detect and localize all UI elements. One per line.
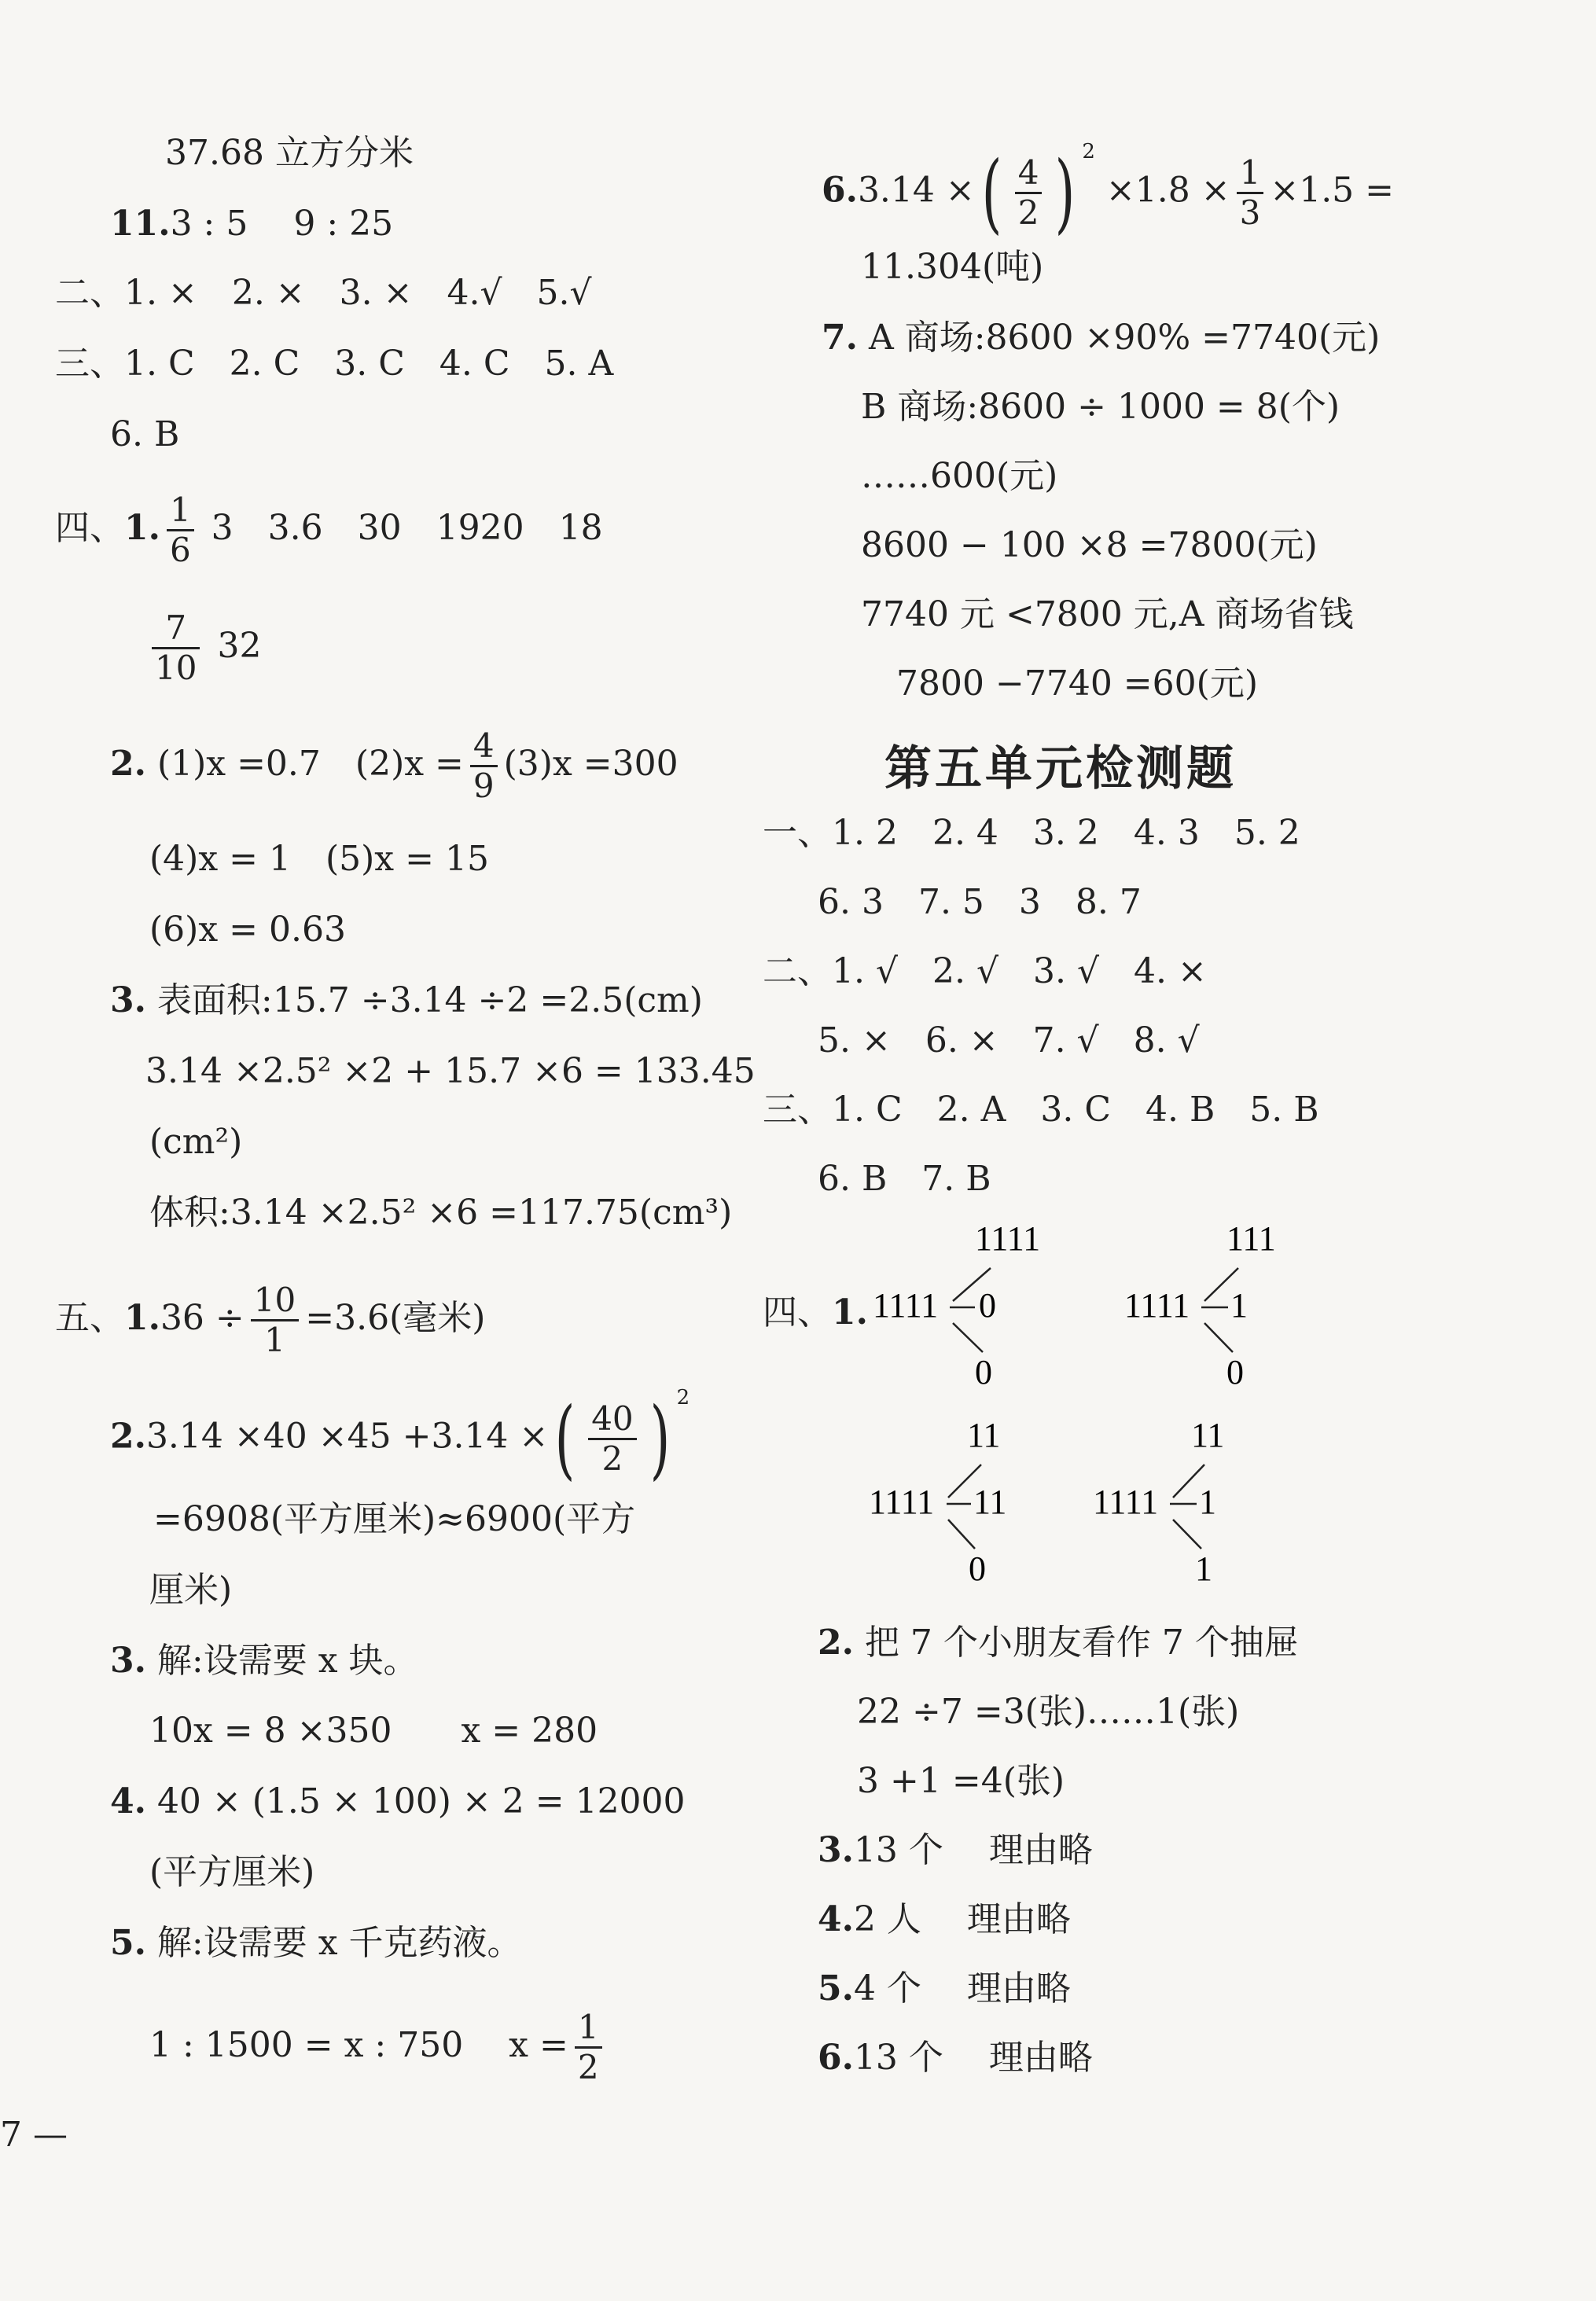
answer-line: (平方厘米) [149, 1852, 315, 1892]
svg-text:1111: 1111 [1093, 1483, 1159, 1521]
svg-text:1111: 1111 [1124, 1286, 1190, 1325]
fraction: $\frac{1}{2}$ [575, 2009, 602, 2086]
tree-2 [1124, 1222, 1276, 1391]
item-number: 7. [822, 318, 858, 358]
answer-text: 1. C 2. A 3. C 4. B 5. B [832, 1090, 1319, 1130]
answer-r4-5 [818, 1965, 1071, 2012]
fraction: $\frac{10}{1}$ [251, 1281, 299, 1359]
svg-text:111: 111 [1226, 1222, 1276, 1258]
section-label: 三、 [763, 1090, 832, 1130]
answer-text: 2 人 理由略 [853, 1899, 1071, 1939]
tree-1 [873, 1222, 1040, 1391]
item-number: 4. [110, 1781, 146, 1821]
answer-line [149, 2009, 609, 2086]
svg-text:0: 0 [969, 1549, 986, 1588]
answer-text: 40 × (1.5 × 100) × 2 = 12000 [156, 1781, 686, 1821]
answer-line: 7800 −7740 =60(元) [896, 663, 1258, 704]
item-number: 1. [832, 1292, 868, 1332]
item-number: 3. [110, 1641, 146, 1681]
fraction: $\frac{1}{6}$ [167, 491, 194, 569]
answer-text: 把 7 个小朋友看作 7 个抽屉 [864, 1623, 1299, 1663]
answer-line: 22 ÷7 =3(张)……1(张) [857, 1692, 1240, 1732]
answer-text: 13 个 理由略 [853, 2038, 1093, 2078]
item-number: 5. [110, 1923, 146, 1963]
answer-text: =3.6(毫米) [305, 1298, 486, 1338]
answer-text: 表面积:15.7 ÷3.14 ÷2 =2.5(cm) [156, 980, 703, 1020]
answer-text: 3 3.6 30 1920 18 [211, 508, 603, 548]
answer-text: 1. × 2. × 3. × 4.√ 5.√ [124, 273, 592, 313]
answer-text: 32 [217, 626, 262, 666]
section-5-answers [55, 1281, 485, 1359]
answer-text: 1. 2 2. 4 3. 2 4. 3 5. 2 [832, 813, 1300, 853]
answer-5-2: 2.3.14 ×40 ×45 +3.14 ×( $\frac{40}{2}$ ) $^2$ [110, 1385, 690, 1489]
answer-r7 [822, 314, 1380, 362]
answer-line: 3 +1 =4(张) [857, 1761, 1065, 1801]
answer-line: ……600(元) [861, 456, 1058, 496]
svg-text:11: 11 [1191, 1416, 1225, 1454]
answer-text: ×1.5 = [1270, 170, 1395, 211]
svg-text:1111: 1111 [869, 1483, 935, 1521]
answer-r4-6 [818, 2035, 1093, 2082]
answer-line: 10x = 8 ×350 x = 280 [149, 1711, 598, 1751]
svg-text:11: 11 [967, 1416, 1001, 1454]
svg-text:0: 0 [975, 1353, 992, 1391]
answer-text: 3 : 5 9 : 25 [170, 204, 394, 244]
answer-text: (1)x =0.7 (2)x = [156, 744, 464, 784]
answer-line: 6. B [110, 414, 180, 454]
item-number: 1. [124, 1298, 160, 1338]
answer-text: 解:设需要 x 千克药液。 [156, 1923, 522, 1963]
section-4-answers [763, 1289, 868, 1336]
item-number: 5. [818, 1968, 854, 2009]
answer-5-3 [110, 1638, 418, 1685]
section-label: 一、 [763, 813, 832, 853]
answer-line: 6. B 7. B [818, 1159, 991, 1199]
answer-text: A 商场:8600 ×90% =7740(元) [868, 318, 1381, 358]
svg-text:1: 1 [1199, 1483, 1216, 1521]
exponent: 2 [1082, 139, 1095, 164]
answer-text: 1 : 1500 = x : 750 x = [149, 2025, 568, 2065]
section-label: 二、 [55, 273, 124, 313]
answer-text: 3.14 × [857, 170, 975, 211]
section-label: 三、 [55, 344, 124, 384]
answer-text: 4 个 理由略 [853, 1968, 1071, 2009]
answer-text: 36 ÷ [160, 1298, 245, 1338]
svg-text:1111: 1111 [975, 1222, 1041, 1258]
tree-4 [1093, 1416, 1224, 1588]
answer-text: 1. √ 2. √ 3. √ 4. × [832, 951, 1207, 991]
answer-line [145, 609, 261, 687]
section-2-answers [55, 270, 592, 317]
answer-r4-4 [818, 1896, 1071, 1943]
item-number: 2. [818, 1623, 854, 1663]
answer-text: 1. C 2. C 3. C 4. C 5. A [124, 344, 614, 384]
item-number: 1. [124, 508, 160, 548]
answer-line: 7740 元 <7800 元,A 商场省钱 [861, 594, 1354, 634]
answer-line: 体积:3.14 ×2.5² ×6 =117.75(cm³) [149, 1193, 733, 1233]
answer-line: 6. 3 7. 5 3 8. 7 [818, 882, 1142, 922]
answer-line: 5. × 6. × 7. √ 8. √ [818, 1020, 1200, 1060]
section-4-answers [55, 491, 603, 569]
item-number: 4. [818, 1899, 854, 1939]
answer-line: (4)x = 1 (5)x = 15 [149, 839, 489, 879]
answer-r4-2 [818, 1619, 1299, 1667]
fraction: $\frac{4}{2}$ [1015, 154, 1043, 232]
answer-line: 厘米) [149, 1570, 233, 1610]
answer-text: (3)x =300 [503, 744, 678, 784]
answer-line: 8600 − 100 ×8 =7800(元) [861, 525, 1318, 565]
section-3-answers [55, 340, 613, 388]
fraction: $\frac{1}{3}$ [1237, 154, 1264, 232]
answer-2 [110, 727, 678, 805]
section-2-answers [763, 948, 1207, 995]
answer-r6: 6.3.14 ×( $\frac{4}{2}$ ) $^2$ ×1.8 × $\frac{1}{3}$ ×1.5 = [822, 139, 1395, 243]
answer-r4-3 [818, 1827, 1093, 1874]
section-label: 四、 [55, 508, 124, 548]
answer-line: (6)x = 0.63 [149, 910, 346, 950]
section-1-answers [763, 810, 1300, 857]
section-title: 第五单元检测题 [884, 741, 1237, 796]
answer-line: 3.14 ×2.5² ×2 + 15.7 ×6 = 133.45 [145, 1051, 756, 1091]
item-number: 11. [110, 204, 171, 244]
answer-text: 3.14 ×40 ×45 +3.14 × [145, 1416, 549, 1457]
fraction: $\frac{7}{10}$ [152, 609, 200, 687]
answer-3 [110, 977, 703, 1024]
answer-line: 37.68 立方分米 [165, 133, 414, 173]
item-number: 6. [818, 2038, 854, 2078]
svg-text:11: 11 [973, 1483, 1007, 1521]
item-number: 3. [818, 1830, 854, 1870]
answer-line: (cm²) [149, 1122, 243, 1162]
svg-text:0: 0 [1226, 1353, 1244, 1391]
tree-3 [869, 1416, 1006, 1588]
answer-text: 13 个 理由略 [853, 1830, 1093, 1870]
svg-text:1: 1 [1195, 1549, 1212, 1588]
section-label: 四、 [763, 1292, 832, 1332]
fraction: $\frac{40}{2}$ [588, 1400, 636, 1478]
item-number: 2. [110, 744, 146, 784]
answer-text: 解:设需要 x 块。 [156, 1641, 418, 1681]
section-label: 二、 [763, 951, 832, 991]
svg-text:1: 1 [1230, 1286, 1248, 1325]
answer-5-4 [110, 1778, 686, 1825]
answer-line: 11.304(吨) [861, 247, 1044, 287]
fraction: $\frac{4}{9}$ [470, 727, 498, 805]
section-label: 五、 [55, 1298, 124, 1338]
svg-text:1111: 1111 [873, 1286, 939, 1325]
decomposition-diagrams [865, 1222, 1572, 1600]
answer-line: =6908(平方厘米)≈6900(平方 [153, 1499, 636, 1539]
svg-text:0: 0 [979, 1286, 996, 1325]
page-number: 7 — [0, 2115, 68, 2155]
answer-line: B 商场:8600 ÷ 1000 = 8(个) [861, 387, 1340, 427]
section-3-answers [763, 1086, 1319, 1134]
answer-11 [110, 200, 393, 248]
item-number: 3. [110, 980, 146, 1020]
answer-5-5 [110, 1920, 522, 1967]
item-number: 6. [822, 170, 858, 211]
exponent: 2 [676, 1385, 690, 1410]
item-number: 2. [110, 1416, 146, 1457]
answer-text: ×1.8 × [1105, 170, 1230, 211]
